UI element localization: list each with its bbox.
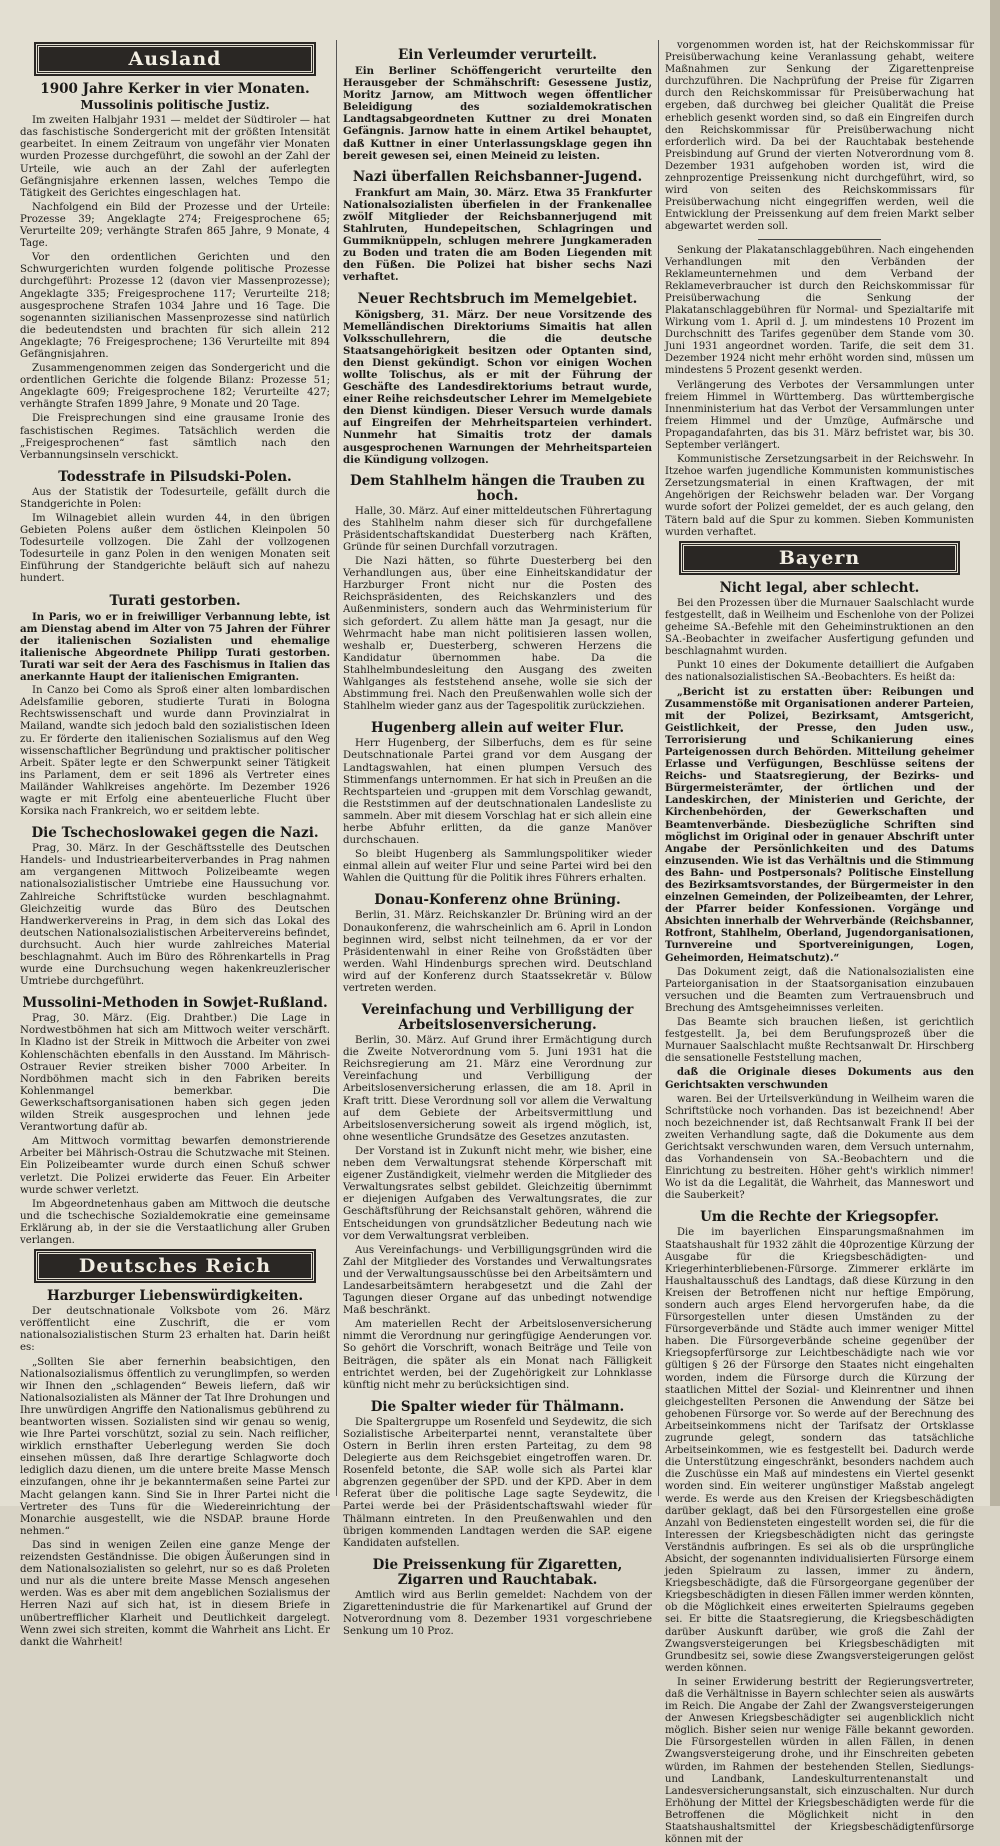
section-banner: Bayern — [681, 543, 959, 573]
article-paragraph: Das Dokument zeigt, daß die Nationalsozialisten eine Parteiorganisation in der Staatsorganisation einzubauen versuchen und die Beamten zum Vertrauensbruch und Brechung des Amtsgeheimnisses verleiten. — [665, 966, 974, 1014]
article-headline: Um die Rechte der Kriegsopfer. — [700, 1209, 939, 1226]
article-headline: 1900 Jahre Kerker in vier Monaten. — [40, 81, 310, 98]
article-paragraph: Am materiellen Recht der Arbeitslosenversicherung nimmt die Verordnung nur geringfügige Aenderungen vor. So gehört die Vorschrift, wonach Beiträge und Teile von Beiträgen, die später als ein Monat nach Fälligkeit entrichtet werden, bei der Zugehörigkeit zur Lohnklasse künftig nicht mehr zu berücksichtigen sind. — [343, 1319, 652, 1391]
article-paragraph: Prag, 30. März. (Eig. Drahtber.) Die Lage in Nordwestböhmen hat sich am Mittwoch weiter verschärft. In Kladno ist der Streik in Mittwoch die Arbeiter von zwei Kohlenschächten ebenfalls in den Ausstand. Im Mährisch-Ostrauer Revier streiken bisher 7000 Arbeiter. In Nordböhmen macht sich in den Fabriken bereits Kohlenmangel bemerkbar. Die Gewerkschaftsorganisationen haben sich gegen jeden wilden Streik ausgesprochen und lehnen jede Verantwortung dafür ab. — [20, 1013, 330, 1134]
article-paragraph: Amtlich wird aus Berlin gemeldet: Nachdem von der Zigarettenindustrie die für Markenartikel auf Grund der Notverordnung vom 8. Dezember 1931 vorgeschriebene Senkung um 10 Proz. — [343, 1589, 652, 1638]
section-banner: Deutsches Reich — [36, 1251, 315, 1281]
article-paragraph: Vor den ordentlichen Gerichten und den Schwurgerichten wurden folgende politische Prozesse durchgeführt: Prozesse 12 (davon vier Massenprozesse); Angeklagte 335; Freigesprochene 117; Verurteilte 218; ausgesprochene Strafen 1034 Jahre und 16 Tage. Die sogenannten sizilianischen Massenprozesse sind natürlich die bedeutendsten und brachten für sich allein 212 Angeklagte; 76 Freigesprochene; 136 Verurteilte mit 894 Gefängnisjahren. — [20, 252, 330, 360]
column-container — [14, 40, 990, 1846]
article-paragraph: In Paris, wo er in freiwilliger Verbannung lebte, ist am Dienstag abend im Alter von 75 Jahren der Führer der italienischen Sozialisten und ehemalige italienische Abgeordnete Philipp Turati gestorben. Turati war seit der Aera des Faschismus in Italien das anerkannte Haupt der italienischen Emigranten. — [20, 610, 330, 684]
article-paragraph: Berlin, 31. März. Reichskanzler Dr. Brüning wird an der Donaukonferenz, die wahrscheinlich am 6. April in London beginnen wird, selbst nicht teilnehmen, da er vor der Präsidentenwahl in einer Reihe von Großstädten über werden. Wahl Hindenburgs sprechen wird. Deutschland wird auf der Konferenz durch Staatssekretär v. Bülow vertreten werden. — [343, 910, 652, 994]
article-paragraph: Berlin, 30. März. Auf Grund ihrer Ermächtigung durch die Zweite Notverordnung vom 5. Juni 1931 hat die Reichsregierung am 21. März eine Verordnung zur Vereinfachung und Verbilligung der Arbeitslosenversicherung erlassen, die am 18. April in Kraft tritt. Diese Verordnung soll vor allem die Verwaltung auf dem Gebiete der Arbeitsvermittlung und Arbeitslosenversicherung soweit als irgend möglich, ist, ohne wesentliche Grundsätze des Gesetzes anzutasten. — [343, 1035, 652, 1143]
column-left — [14, 40, 336, 1648]
article-paragraph: Im Wilnagebiet allein wurden 44, in den übrigen Gebieten Polens außer dem östlichen Kleinpolen 50 Todesurteile vollzogen. Die Zahl der vollzogenen Todesurteile in ganz Polen in den wenigen Monaten seit Einführung der Standgerichte beläuft sich auf nahezu hundert. — [20, 513, 330, 585]
article-paragraph: Die Spaltergruppe um Rosenfeld und Seydewitz, die sich Sozialistische Arbeiterpartei nennt, veranstaltete über Ostern in Berlin ihren ersten Parteitag, zu dem 98 Delegierte aus dem Reichsgebiet eingetroffen waren. Dr. Rosenfeld betonte, die SAP. wolle sich als Partei klar abgrenzen gegenüber der SPD. und der KPD. Aber in dem Referat über die politische Lage sagte Seydewitz, die Partei werde bei der Präsidentschaftswahl wieder für Thälmann eintreten. In den Preußenwahlen und den übrigen kommenden Landtagen werden die SAP. eigene Kandidaten aufstellen. — [343, 1416, 652, 1549]
article-paragraph: daß die Originale dieses Dokuments aus den Gerichtsakten verschwunden — [665, 1067, 974, 1091]
article-paragraph: Punkt 10 eines der Dokumente detailliert die Aufgaben des nationalsozialistischen SA.-Beobachters. Es heißt da: — [665, 660, 974, 684]
article-paragraph: Die Nazi hätten, so führte Duesterberg bei den Verhandlungen aus, über eine Einheitskandidatur der Harzburger Front nicht nur die Posten des Reichspräsidenten, des Reichskanzlers und des Außenministers, sondern auch das Wehrministerium für sich gefordert. Zu allem hätte man Ja gesagt, nur die Wehrmacht habe man nicht politisieren lassen wollen, weshalb er, Duesterberg, schweren Herzens die Kandidatur übernommen habe. Da die Stahlhelmbundesleitung den Ausgang des zweiten Wahlganges als feststehend ansehe, wolle sie sich der Abstimmung frei. Nach den Preußenwahlen wolle sich der Stahlhelm wieder ganz aus der Tagespolitik zurückziehen. — [343, 556, 652, 713]
article-paragraph: Ein Berliner Schöffengericht verurteilte den Herausgeber der Schmähschrift: Gesessene Justiz, Moritz Jarnow, am Mittwoch wegen öffentlicher Beleidigung des sozialdemokratischen Landtagsabgeordneten Kuttner zu drei Monaten Gefängnis. Jarnow hatte in einem Artikel behauptet, daß Kuttner in einer Unterlassungsklage gegen ihn bereit gewesen sei, einen Meineid zu leisten. — [343, 65, 652, 162]
article-paragraph: „Sollten Sie aber fernerhin beabsichtigen, den Nationalsozialismus öffentlich zu verunglimpfen, so werden wir Ihnen den „schlagenden“ Beweis liefern, daß wir Nationalsozialisten als Männer der Tat Ihre Drohungen und Ihre unwürdigen Angriffe den Nationalismus gebührend zu beantworten wissen. Sozialisten sind wir genau so wenig, wie Ihre Partei vorschützt, sozial zu sein. Nach reiflicher, wirklich ernsthafter Ueberlegung werden Sie doch einsehen müssen, daß Ihre derartige Schlagworte doch lediglich dazu dienen, um die untere breite Masse Mensch einzufangen, ohne ihr je bekanntermaßen seine Partei zur Macht gelangen kann. Sind Sie in Ihrer Partei nicht die Vertreter des Tuns für die Wiedereinrichtung der Monarchie ausgestellt, wie die NSDAP. braune Horde nehmen.“ — [20, 1356, 330, 1537]
separator-rule — [758, 239, 882, 240]
article-paragraph: Herr Hugenberg, der Silberfuchs, dem es für seine Deutschnationale Partei grand vor dem Ausgang der Landtagswahlen, hat einen plumpen Versuch des Stimmenfangs unternommen. Er hat sich in Preußen an die Rechtsparteien und -gruppen mit dem Vorschlag gewandt, die Reststimmen auf der deutschnationalen Landesliste zu sammeln. Aber mit diesem Vorschlag hat er sich allein eine herbe Abfuhr erlitten, da die ganze Manöver durchschauen. — [343, 738, 652, 847]
article-headline: Nazi überfallen Reichsbanner-Jugend. — [352, 168, 643, 185]
article-paragraph: Senkung der Plakatanschlaggebühren. Nach eingehenden Verhandlungen mit den Verbänden der Reklameunternehmen und dem Verband der Reklameverbraucher ist durch den Reichskommissar für Preisüberwachung die Senkung der Plakatanschlaggebühren für Normal- und Spezialtarife mit Wirkung vom 1. April d. J. um mindestens 10 Prozent im Durchschnitt des Tarifes gegenüber dem Stande vom 30. Juni 1931 angeordnet worden. Tarife, die seit dem 31. Dezember 1924 nicht mehr erhöht worden sind, müssen um mindestens 5 Prozent gesenkt werden. — [665, 244, 974, 377]
page-edge — [990, 0, 1000, 1506]
article-headline: Mussolini-Methoden in Sowjet-Rußland. — [22, 995, 328, 1012]
article-paragraph: Im Abgeordnetenhaus gaben am Mittwoch die deutsche und die tschechische Sozialdemokratie eine gemeinsame Erklärung ab, in der sie die Verstaatlichung aller Gruben verlangen. — [20, 1198, 330, 1246]
article-paragraph: Prag, 30. März. In der Geschäftsstelle des Deutschen Handels- und Industriearbeiterverbandes in Prag nahmen am vergangenen Mittwoch Polizeibeamte wegen nationalsozialistischer Umtriebe eine Haussuchung vor. Zahlreiche Schriftstücke wurden beschlagnahmt. Gleichzeitig wurde das Büro des Deutschen Handwerkervereins in Prag, in dem sich das Lokal des deutschen Nationalsozialistischen Arbeitervereins befindet, durchsucht. Auch hier wurde zahlreiches Material beschlagnahmt. Auch im Büro des Röhrenkartells in Prag wurde eine Durchsuchung wegen hakenkreuzlerischer Umtriebe durchgeführt. — [20, 843, 330, 988]
article-paragraph: Die Freisprechungen sind eine grausame Ironie des faschistischen Regimes. Tatsächlich werden die „Freigesprochenen“ fast sämtlich nach den Verbannungsinseln verschickt. — [20, 413, 330, 461]
article-paragraph: waren. Bei der Urteilsverkündung in Weilheim waren die Schriftstücke noch vorhanden. Das ist bezeichnend! Aber noch bezeichnender ist, daß Rechtsanwalt Frank II bei der zweiten Verhandlung sagte, daß die Dokumente aus dem Gerichtsakt verschwunden waren, dem Versuch unternahm, das Vorhandensein von SA.-Beobachtern und die Einrichtung zu bestreiten. Höher geht's wirklich nimmer! Wo ist da die Legalität, die Wahrheit, das Manneswort und die Sauberkeit? — [665, 1093, 974, 1202]
article-headline: Neuer Rechtsbruch im Memelgebiet. — [357, 290, 638, 307]
column-right — [658, 40, 980, 1846]
article-headline: Todesstrafe in Pilsudski-Polen. — [58, 468, 292, 485]
article-paragraph: Der deutschnationale Volksbote vom 26. März veröffentlicht eine Zuschrift, die er vom nationalsozialistischen Sturm 23 erhalten hat. Darin heißt es: — [20, 1306, 330, 1354]
article-paragraph: So bleibt Hugenberg als Sammlungspolitiker wieder einmal allein auf weiter Flur und seine Partei wird bei den Wahlen die Quittung für die Politik ihres Führers erhalten. — [343, 849, 652, 885]
article-headline: Vereinfachung und Verbilligung der Arbeitslosenversicherung. — [361, 1002, 634, 1034]
article-paragraph: Königsberg, 31. März. Der neue Vorsitzende des Memelländischen Direktoriums Simaitis hat allen Volksschullehrern, die die deutsche Staatsangehörigkeit besitzen oder Optanten sind, den Dienst gekündigt. Schon vor einigen Wochen wollte Tolischus, als er mit der Führung der Geschäfte des Landesdirektoriums betraut wurde, einer Reihe reichsdeutscher Lehrer im Memelgebiete den Dienst kündigen. Dieser Versuch wurde damals auf Eingreifen der Mehrheitsparteien verhindert. Nunmehr hat Simaitis trotz der damals ausgesprochenen Warnungen der Mehrheitsparteien die Kündigung vollzogen. — [343, 308, 652, 466]
article-headline: Die Spalter wieder für Thälmann. — [370, 1398, 625, 1415]
article-subheadline: Mussolinis politische Justiz. — [80, 98, 270, 113]
section-banner: Ausland — [36, 44, 315, 74]
article-paragraph: Im zweiten Halbjahr 1931 — meldet der Südtiroler — hat das faschistische Sondergericht mit der größten Intensität gearbeitet. In einem Zeitraum von ungefähr vier Monaten wurden Prozesse durchgeführt, die sowohl an der Zahl der Urteile, wie auch an der Zahl der auferlegten Gefängnisjahre erkennen lassen, welches Tempo die Tätigkeit des Gerichtes eingeschlagen hat. — [20, 115, 330, 199]
article-paragraph: In Canzo bei Como als Sproß einer alten lombardischen Adelsfamilie geboren, studierte Turati in Bologna Rechtswissenschaft und wurde dann Provinzialrat in Mailand, wandte sich jedoch bald den sozialistischen Ideen zu. Er förderte den italienischen Sozialismus auf den Weg wissenschaftlicher Begründung und praktischer politischer Arbeit. Später legte er den Schwerpunkt seiner Tätigkeit ins Parlament, dem er seit 1896 als Vertreter eines Mailänder Wahlkreises angehörte. Im Dezember 1926 wagte er mit Erfolg eine abenteuerliche Flucht über Korsika nach Frankreich, wo er seitdem lebte. — [20, 685, 330, 818]
article-headline: Ein Verleumder verurteilt. — [397, 47, 598, 63]
article-paragraph: Aus Vereinfachungs- und Verbilligungsgründen wird die Zahl der Mitglieder des Vorstandes und Verwaltungsrates und der Verwaltungsausschüsse bei den Arbeitsämtern und Landesarbeitsämtern herabgesetzt und die Zahl der Tagungen dieser Organe auf das unbedingt notwendige Maß beschränkt. — [343, 1244, 652, 1317]
column-middle — [336, 40, 658, 1638]
article-paragraph: vorgenommen worden ist, hat der Reichskommissar für Preisüberwachung keine Veranlassung gehabt, weitere Maßnahmen zur Senkung der Zigarettenpreise durchzuführen. Die Nachprüfung der Preise für Zigarren durch den Reichskommissar für Preisüberwachung hat ergeben, daß durchweg bei gleicher Qualität die Preise erheblich gesenkt worden sind, so daß ein Eingreifen durch den Reichskommissar für Preisüberwachung nicht erforderlich wird. Da bei der Rauchtabak bestehende Preisbindung auf Grund der vierten Notverordnung vom 8. Dezember 1931 aufgehoben worden ist, wird die zehnprozentige Preissenkung nicht durchgeführt, wird, so wird von seiten des Reichskommissars für Preisüberwachung nicht eingegriffen werden, weil die Entwicklung der Preissenkung auf dem freien Markt selber abgewartet werden soll. — [665, 40, 974, 233]
article-headline: Dem Stahlhelm hängen die Trauben zu hoch. — [349, 472, 646, 504]
article-paragraph: Bei den Prozessen über die Murnauer Saalschlacht wurde festgestellt, daß in Weilheim und Eschenlohe von der Polizei geheime SA.-Befehle mit den Geheiminstruktionen an den SA.-Beobachter in zweifacher Ausfertigung gefunden und beschlagnahmt wurden. — [665, 597, 974, 658]
article-paragraph: Der Vorstand ist in Zukunft nicht mehr, wie bisher, eine neben dem Verwaltungsrat stehende Körperschaft mit eigener Zuständigkeit, vielmehr werden die Mitglieder des Verwaltungsrates selbst gebildet. Gleichzeitig übernimmt er diejenigen Aufgaben des Verwaltungsrates, die zur Geschäftsführung der Reichsanstalt gehören, während die Entscheidungen von grundsätzlicher Bedeutung nach wie vor dem Verwaltungsrat verbleiben. — [343, 1145, 652, 1242]
article-paragraph: Das sind in wenigen Zeilen eine ganze Menge der reizendsten Geständnisse. Die obigen Äußerungen sind in dem Nationalsozialisten so gelehrt, nur so es daß Proleten und nur als die untere breite Masse Mensch angesehen werden. Was es aber mit dem angeblichen Sozialismus der Herren Nazi auf sich hat, ist in diesem Briefe in unübertrefflicher Klarheit und Deutlichkeit dargelegt. Wenn zwei sich streiten, kommt die Wahrheit ans Licht. Er dankt die Wahrheit! — [20, 1539, 330, 1648]
article-paragraph: Kommunistische Zersetzungsarbeit in der Reichswehr. In Itzehoe warfen jugendliche Kommunisten kommunistisches Zersetzungsmaterial in einen Kraftwagen, der mit Angehörigen der Reichswehr beladen war. Der Vorgang wurde sofort der Polizei gemeldet, der es auch gelang, den Tätern bald auf die Spur zu kommen. Sieben Kommunisten wurden verhaftet. — [665, 454, 974, 538]
article-paragraph: Zusammengenommen zeigen das Sondergericht und die ordentlichen Gerichte die folgende Bilanz: Prozesse 51; Angeklagte 609; Freigesprochene 182; Verurteilte 427; verhängte Strafen 1899 Jahre, 9 Monate und 20 Tage. — [20, 363, 330, 411]
article-paragraph: Die im bayerlichen Einsparungsmaßnahmen im Staatshaushalt für 1932 zählt die 40prozentige Kürzung der Ausgabe für die Kriegsbeschädigten- und Kriegerhinterbliebenen-Fürsorge. Zimmerer erklärte im Haushaltausschuß des Landtags, daß diese Kürzung in den Kreisen der Betroffenen nicht nur heftige Empörung, sondern auch arges Elend hervorgerufen habe, da die Fürsorgestellen unter diesen Umständen zu der Fürsorgeverbände und Städte auch immer weniger Mittel haben. Die Fürsorgeverbände scheine gegenüber der Kriegsopferfürsorge zur Leichtbeschädigte nach wie vor gültigen § 26 der Fürsorge den Staates nicht eingehalten worden, indem die Fürsorge durch die Kürzung der staatlichen Mittel der Sozial- und Kleinrentner und ihnen gleichgestellten Personen die Anwendung der Sätze bei gehobenen Fürsorge vor. So werde auf der Berechnung des Arbeitseinkommens nicht der Tarifsatz der Ortsklasse zugrunde gelegt, sondern das tatsächliche Arbeitseinkommen, wie es festgestellt bei. Dadurch werde die Unterstützung eingeschränkt, besonders nachdem auch die Zuschüsse ein Maß auf mindestens ein Viertel gesenkt worden sind. Ein weiterer ungünstiger Maßstab angelegt werde. Es werde aus den Kreisen der Kriegsbeschädigten darüber geklagt, daß bei den Fürsorgestellen eine große Anzahl von Bediensteten eingestellt worden sei, die für die Interessen der Kriegsbeschädigten nicht das geringste Verständnis aufbringen. Es sei als ob die ursprüngliche Absicht, der sogenannten individualisierten Fürsorge einem jeden Spielraum zu lassen, immer zu ändern, Kriegsbeschädigte, daß die Fürsorgeorgane gegenüber der Kriegsbeschädigten in diesen Fällen immer werden könnten, ob die Möglichkeit eines erweiterten Spielraums gegeben sei. Er bitte die Staatsregierung, die Kriegsbeschädigten darüber Auskunft darüber, wie groß die Zahl der Zwangsversteigerungen bei Kriegsbeschädigten mit Grundbesitz sei, sowie diese Zwangsversteigerungen gelöst werden können. — [665, 1227, 974, 1674]
article-headline: Die Tschechoslowakei gegen die Nazi. — [31, 825, 319, 842]
article-paragraph: Nachfolgend ein Bild der Prozesse und der Urteile: Prozesse 39; Angeklagte 274; Freigesprochene 65; Verurteilte 209; verhängte Strafen 865 Jahre, 9 Monate, 4 Tage. — [20, 201, 330, 250]
article-headline: Turati gestorben. — [109, 592, 241, 609]
article-headline: Die Preissenkung für Zigaretten, Zigarren und Rauchtabak. — [372, 1556, 623, 1588]
article-headline: Hugenberg allein auf weiter Flur. — [370, 720, 625, 737]
article-headline: Harzburger Liebenswürdigkeiten. — [46, 1288, 304, 1305]
article-paragraph: Aus der Statistik der Todesurteile, gefällt durch die Standgerichte in Polen: — [20, 486, 330, 510]
article-paragraph: In seiner Erwiderung bestritt der Regierungsvertreter, daß die Verhältnisse in Bayern schlechter seien als auswärts im Reich. Die Angabe der Zahl der Zwangsversteigerungen der Anwesen Kriegsbeschädigter sei augenblicklich nicht möglich. Bisher seien nur wenige Fälle bekannt geworden. Die Fürsorgestellen würden in allen Fällen, in denen Zwangsversteigerung drohe, und ihr Einschreiten gebeten würden, im Rahmen der bestehenden Stellen, Siedlungs- und Landbank, Landeskulturrentenanstalt und Landesversicherungsanstalt, sich einzuschalten. Nur durch Erhöhung der Mittel der Kriegsbeschädigten werde für die Betroffenen die Möglichkeit nicht in den Staatshaushaltsmittel der Kriegsbeschädigtenfürsorge können mit der — [665, 1676, 974, 1846]
article-paragraph: Das Beamte sich brauchen ließen, ist gerichtlich festgestellt. Ja, bei dem Berufungsprozeß über die Murnauer Saalschlacht mußte Rechtsanwalt Dr. Hirschberg die sensationelle Feststellung machen, — [665, 1017, 974, 1065]
article-paragraph: Verlängerung des Verbotes der Versammlungen unter freiem Himmel in Württemberg. Das württembergische Innenministerium hat das Verbot der Versammlungen unter freiem Himmel und der Umzüge, Aufmärsche und Propagandafahrten, das bis 31. März befristet war, bis 30. September verlängert. — [665, 379, 974, 451]
article-headline: Donau-Konferenz ohne Brüning. — [374, 892, 621, 909]
article-headline: Nicht legal, aber schlecht. — [719, 579, 920, 596]
article-paragraph: Am Mittwoch vormittag bewarfen demonstrierende Arbeiter bei Mährisch-Ostrau die Schutzwache mit Steinen. Ein Polizeibeamter wurde durch einen Schuß schwer verletzt. Die Polizei erwiderte das Feuer. Ein Arbeiter wurde schwer verletzt. — [20, 1136, 330, 1196]
article-paragraph: Frankfurt am Main, 30. März. Etwa 35 Frankfurter Nationalsozialisten überfielen in der Frankenallee zwölf Mitglieder der Reichsbannerjugend mit Stahlruten, Hundepeitschen, Schlagringen und Gummiknüppeln, schlugen mehrere Jungkameraden zu Boden und traten die am Boden Liegenden mit den Füßen. Die Polizei hat bisher sechs Nazi verhaftet. — [343, 186, 652, 284]
article-paragraph: „Bericht ist zu erstatten über: Reibungen und Zusammenstöße mit Organisationen anderer Parteien, mit der Polizei, Bezirksamt, Amtsgericht, Geistlichkeit, der Presse, den Juden usw., Terrorisierung und Schikanierung eines Parteigenossen durch Behörden. Mitteilung geheimer Erlasse und Verfügungen, Beschlüsse seitens der Reichs- und Staatsregierung, der Bezirks- und Bürgermeisterämter, der örtlichen und der Landeskirchen, der Ministerien und Gerichte, der Kirchenbehörden, der Gewerkschaften und Beamtenverbände. Diesbezügliche Schriften sind möglichst im Original oder in genauer Abschrift unter Angabe der Persönlichkeiten und des Datums einzusenden. Wie ist das Verhältnis und die Stimmung des Bahn- und Postpersonals? Politische Einstellung des Bezirksamtsvorstandes, der Bürgermeister in den einzelnen Gemeinden, der Polizeibeamten, der Lehrer, der Pfarrer beider Konfessionen. Vorgänge und Absichten innerhalb der Wehrverbände (Reichsbanner, Rotfront, Stahlhelm, Oberland, Jugendorganisationen, Turnvereine und Sportvereinigungen, Logen, Geheimorden, Heimatschutz).“ — [665, 686, 974, 964]
article-paragraph: Halle, 30. März. Auf einer mitteldeutschen Führertagung des Stahlhelm nahm dieser sich für durchgefallene Präsidentschaftskandidat Duesterberg nach Kräften, Gründe für seinen Durchfall vorzutragen. — [343, 505, 652, 553]
